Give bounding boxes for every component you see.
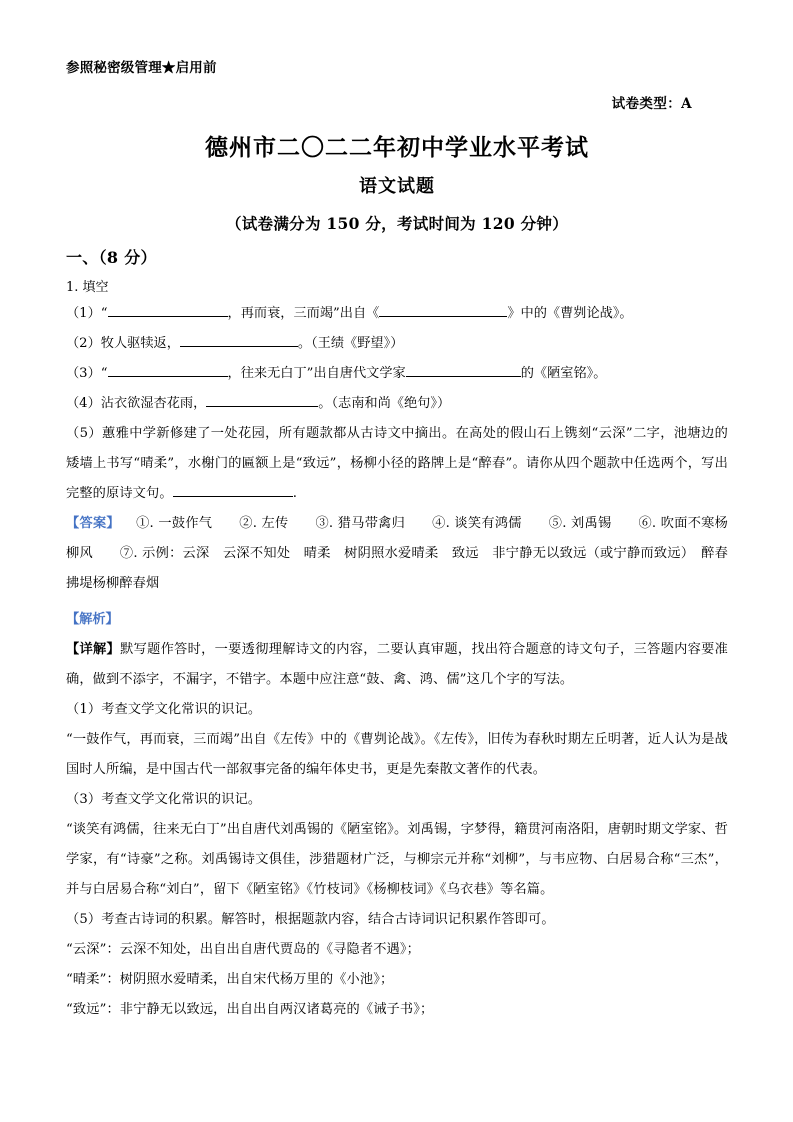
blank-2-text-b: 。（王绩《野望》）	[297, 336, 404, 351]
fill-blank-item-1	[66, 299, 728, 329]
fill-blank-item-5	[66, 419, 728, 509]
blank-input-3b[interactable]	[406, 362, 521, 377]
analysis-item: （5）考查古诗词的积累。解答时，根据题款内容，结合古诗词识记积累作答即可。	[66, 912, 555, 927]
detail-text: 默写题作答时，一要透彻理解诗文的内容，二要认真审题，找出符合题意的诗文句子，三答题内容要准确，做到不添字，不漏字，不错字。本题中应注意“鼓、禽、鸿、儒”这几个字的写法。	[66, 642, 728, 687]
analysis-item: “云深”：云深不知处，出自出自唐代贾岛的《寻隐者不遇》；	[66, 942, 420, 957]
blank-1-text-b: ，再而衰，三而竭”出自《	[227, 306, 380, 321]
analysis-label: 【解析】	[66, 612, 119, 627]
analysis-item: “晴柔”：树阴照水爱晴柔，出自宋代杨万里的《小池》；	[66, 972, 394, 987]
blank-2-text-a: （2）牧人驱犊返，	[66, 336, 180, 351]
page-title: 德州市二〇二二年初中学业水平考试	[205, 134, 589, 161]
blank-5-tail: .	[292, 486, 298, 501]
secrecy-notice: 参照秘密级管理★启用前	[66, 60, 217, 76]
blank-1-text-c: 》中的《曹刿论战》。	[507, 306, 633, 321]
score-time-note: （试卷满分为 150 分，考试时间为 120 分钟）	[225, 214, 569, 233]
blank-3-text-b: ，往来无白丁”出自唐代文学家	[227, 366, 406, 381]
answer-content: ①. 一鼓作气 ②. 左传 ③. 猎马带禽归 ④. 谈笑有鸿儒 ⑤. 刘禹锡 ⑥. 吹面不寒杨柳风 ⑦. 示例：云深 云深不知处 晴柔 树阴照水爱晴柔 致远 非宁静无以致远（或宁静而致远） 醉春 拂堤杨柳醉春烟	[66, 516, 742, 591]
analysis-item: “致远”：非宁静无以致远，出自出自两汉诸葛亮的《诫子书》；	[66, 1002, 434, 1017]
blank-input-5a[interactable]	[173, 482, 293, 497]
blank-input-3a[interactable]	[108, 362, 228, 377]
blank-input-2a[interactable]	[180, 332, 298, 347]
blank-4-text-a: （4）沾衣欲湿杏花雨，	[66, 396, 207, 411]
fill-blank-item-3	[66, 359, 728, 389]
section-heading: 一、（8 分）	[66, 248, 157, 267]
blank-4-text-b: 。（志南和尚《绝句》）	[318, 396, 451, 411]
blank-input-1b[interactable]	[379, 302, 507, 317]
analysis-detail	[66, 635, 728, 695]
question-number: 1. 填空	[66, 280, 109, 295]
analysis-item: “谈笑有鸿儒，往来无白丁”出自唐代刘禹锡的《陋室铭》。刘禹锡，字梦得，籍贯河南洛阳，唐朝时期文学家、哲学家，有“诗豪”之称。刘禹锡诗文俱佳，涉猎题材广泛，与柳宗元并称“刘柳”，与韦应物、白居易合称“三杰”，并与白居易合称“刘白”，留下《陋室铭》《竹枝词》《杨柳枝词》《乌衣巷》等名篇。	[66, 822, 728, 897]
analysis-item: （1）考查文学文化常识的识记。	[66, 702, 262, 717]
page-content	[66, 58, 742, 1025]
fill-blank-item-4	[66, 389, 728, 419]
analysis-item: （3）考查文学文化常识的识记。	[66, 792, 262, 807]
blank-input-4a[interactable]	[206, 392, 318, 407]
analysis-item: “一鼓作气，再而衰，三而竭”出自《左传》中的《曹刿论战》。《左传》，旧传为春秋时期左丘明著，近人认为是战国时人所编，是中国古代一部叙事完备的编年体史书，更是先秦散文著作的代表。	[66, 732, 728, 777]
analysis-label-row	[66, 605, 728, 635]
answer-label: 【答案】	[66, 516, 120, 531]
blank-5-text: （5）蕙雅中学新修建了一处花园，所有题款都从古诗文中摘出。在高处的假山石上镌刻“云深”二字，池塘边的矮墙上书写“晴柔”，水榭门的匾额上是“致远”，杨柳小径的路牌上是“醉春”。请你从四个题款中任选两个，写出完整的原诗文句。	[66, 426, 728, 501]
blank-3-text-c: 的《陋室铭》。	[520, 366, 607, 381]
fill-blank-item-2	[66, 329, 728, 359]
blank-input-1a[interactable]	[108, 302, 228, 317]
subject-title: 语文试题	[359, 176, 435, 197]
blank-3-text-a: （3）“	[66, 366, 108, 381]
blank-1-text-a: （1）“	[66, 306, 108, 321]
paper-type-label: 试卷类型：A	[611, 96, 692, 112]
answer-block	[66, 509, 742, 599]
detail-label: 【详解】	[66, 642, 121, 657]
